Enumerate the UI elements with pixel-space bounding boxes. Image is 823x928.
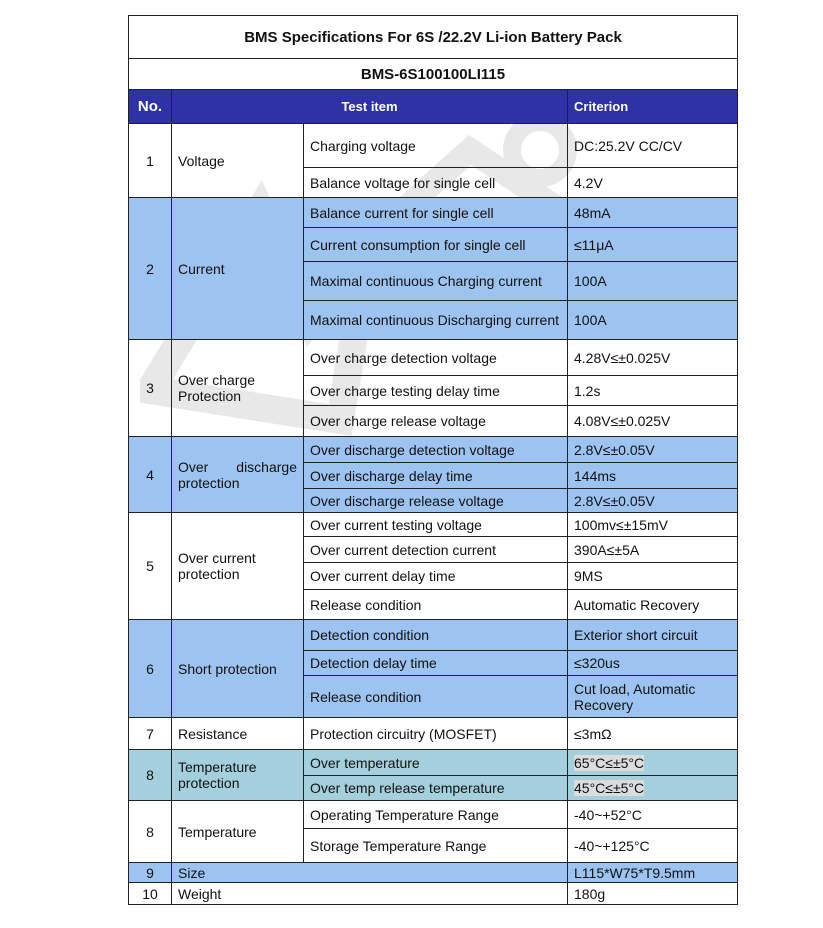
test-item: Maximal continuous Discharging current (304, 301, 568, 340)
test-item: Balance current for single cell (304, 198, 568, 228)
group-name: Over current protection (172, 513, 304, 620)
group-number: 8 (129, 750, 172, 801)
test-item: Protection circuitry (MOSFET) (304, 718, 568, 750)
test-item: Over current delay time (304, 563, 568, 590)
criterion-value: 4.08V≤±0.025V (568, 406, 738, 437)
criterion-value: 2.8V≤±0.05V (568, 437, 738, 463)
criterion-value: 9MS (568, 563, 738, 590)
group-number: 5 (129, 513, 172, 620)
test-item: Over current detection current (304, 537, 568, 563)
test-item: Detection condition (304, 620, 568, 651)
group-name: Current (172, 198, 304, 340)
test-item: Maximal continuous Charging current (304, 262, 568, 301)
test-item: Over current testing voltage (304, 513, 568, 537)
test-item: Over temperature (304, 750, 568, 776)
test-item: Over charge testing delay time (304, 376, 568, 406)
criterion-value: 4.28V≤±0.025V (568, 340, 738, 376)
criterion-value: 4.2V (568, 168, 738, 198)
bms-spec-table (128, 15, 738, 905)
group-number: 6 (129, 620, 172, 718)
group-name: Temperature protection (172, 750, 304, 801)
group-number: 1 (129, 124, 172, 198)
weight-label: Weight (172, 883, 568, 905)
test-item: Over charge detection voltage (304, 340, 568, 376)
group-number: 4 (129, 437, 172, 513)
test-item: Release condition (304, 676, 568, 718)
group-number: 2 (129, 198, 172, 340)
criterion-value: 48mA (568, 198, 738, 228)
test-item: Storage Temperature Range (304, 829, 568, 863)
header-no: No. (129, 90, 172, 124)
criterion-value: DC:25.2V CC/CV (568, 124, 738, 168)
criterion-value: ≤11μA (568, 228, 738, 262)
test-item: Over discharge detection voltage (304, 437, 568, 463)
criterion-value: Cut load, Automatic Recovery (568, 676, 738, 718)
header-criterion: Criterion (568, 90, 738, 124)
group-name: Over discharge protection (172, 437, 304, 513)
group-number: 8 (129, 801, 172, 863)
model-number: BMS-6S100100LI115 (129, 59, 738, 90)
group-name: Voltage (172, 124, 304, 198)
test-item: Detection delay time (304, 651, 568, 676)
size-label: Size (172, 863, 568, 883)
test-item: Over discharge delay time (304, 463, 568, 489)
group-number: 7 (129, 718, 172, 750)
group-name: Short protection (172, 620, 304, 718)
group-name: Resistance (172, 718, 304, 750)
document-title: BMS Specifications For 6S /22.2V Li-ion Battery Pack (129, 16, 738, 59)
test-item: Operating Temperature Range (304, 801, 568, 829)
criterion-value: Automatic Recovery (568, 590, 738, 620)
criterion-value: ≤3mΩ (568, 718, 738, 750)
criterion-value: Exterior short circuit (568, 620, 738, 651)
criterion-value: 2.8V≤±0.05V (568, 489, 738, 513)
criterion-value: 100A (568, 262, 738, 301)
test-item: Balance voltage for single cell (304, 168, 568, 198)
criterion-value: 100A (568, 301, 738, 340)
group-name: Over charge Protection (172, 340, 304, 437)
criterion-value: 144ms (568, 463, 738, 489)
test-item: Current consumption for single cell (304, 228, 568, 262)
criterion-value: -40~+52°C (568, 801, 738, 829)
size-value: L115*W75*T9.5mm (568, 863, 738, 883)
test-item: Over charge release voltage (304, 406, 568, 437)
size-number: 9 (129, 863, 172, 883)
criterion-value: 1.2s (568, 376, 738, 406)
weight-number: 10 (129, 883, 172, 905)
criterion-value: ≤320us (568, 651, 738, 676)
criterion-value: 390A≤±5A (568, 537, 738, 563)
criterion-value: 45°C≤±5°C (568, 776, 738, 801)
test-item: Release condition (304, 590, 568, 620)
group-name: Temperature (172, 801, 304, 863)
test-item: Charging voltage (304, 124, 568, 168)
criterion-value: 100mv≤±15mV (568, 513, 738, 537)
criterion-value: -40~+125°C (568, 829, 738, 863)
test-item: Over temp release temperature (304, 776, 568, 801)
test-item: Over discharge release voltage (304, 489, 568, 513)
group-number: 3 (129, 340, 172, 437)
header-test-item: Test item (172, 90, 568, 124)
weight-value: 180g (568, 883, 738, 905)
criterion-value: 65°C≤±5°C (568, 750, 738, 776)
